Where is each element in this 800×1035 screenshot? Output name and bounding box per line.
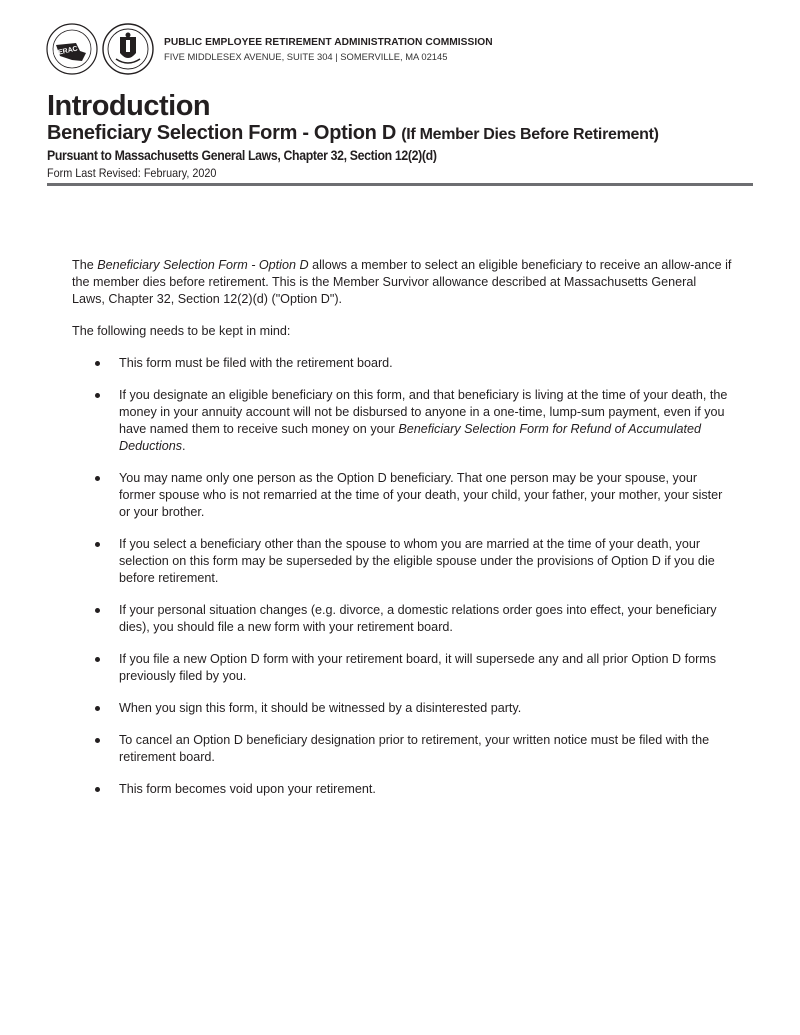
list-item-text: If you designate an eligible beneficiary on this form, and that beneficiary is living at the time of your death, the money in your annuity account will not be disbursed to anyone in a one-time, lump-sum payment, even if you have named them to receive such money on your xyxy=(119,388,728,436)
refund-form-name: Beneficiary Selection Form for Refund of Accumulated Deductions xyxy=(119,422,701,453)
perac-seal-label: PERAC xyxy=(52,45,79,58)
list-item xyxy=(72,602,732,636)
law-reference: Pursuant to Massachusetts General Laws, Chapter 32, Section 12(2)(d) xyxy=(47,147,437,163)
perac-seal-icon xyxy=(46,23,98,75)
intro-text-start: The xyxy=(72,258,98,272)
list-item-text: When you sign this form, it should be witnessed by a disinterested party. xyxy=(119,701,522,715)
intro-paragraph xyxy=(72,257,732,308)
bullet-icon xyxy=(95,476,100,481)
bullet-icon xyxy=(95,706,100,711)
intro-text-end: allows a member to select an eligible beneficiary to receive an allow-ance if the member dies before retirement. This is the Member Survivor allowance described at Massachusetts General Laws, Chapter 32, Section 12(2)(d) ("Option D"). xyxy=(72,258,732,306)
title-block xyxy=(47,90,757,181)
org-address: FIVE MIDDLESEX AVENUE, SUITE 304 | SOMERVILLE, MA 02145 xyxy=(164,51,448,62)
list-item xyxy=(72,387,732,455)
list-item xyxy=(72,700,732,717)
list-item xyxy=(72,651,732,685)
form-title xyxy=(47,122,757,146)
following-paragraph: The following needs to be kept in mind: xyxy=(72,324,291,338)
intro-body xyxy=(72,257,732,813)
intro-form-name: Beneficiary Selection Form - Option D xyxy=(97,258,309,272)
list-item xyxy=(72,732,732,766)
bullet-icon xyxy=(95,738,100,743)
letterhead xyxy=(46,23,746,79)
list-item-text: This form must be filed with the retirement board. xyxy=(119,356,393,370)
bullet-icon xyxy=(95,393,100,398)
page-title: Introduction xyxy=(47,90,211,122)
bullet-icon xyxy=(95,542,100,547)
list-item-text: This form becomes void upon your retirement. xyxy=(119,782,376,796)
form-subtitle: (If Member Dies Before Retirement) xyxy=(401,126,659,143)
list-item xyxy=(72,781,732,798)
form-name: Beneficiary Selection Form - Option D xyxy=(47,122,396,144)
list-item xyxy=(72,470,732,521)
title-divider xyxy=(47,183,753,186)
list-item-text: If you select a beneficiary other than the spouse to whom you are married at the time of your death, your selection on this form may be superseded by the eligible spouse under the provisions of Option D if you die before retirement. xyxy=(119,537,715,585)
guidance-list xyxy=(72,355,732,798)
list-item-text-end: . xyxy=(182,439,186,453)
bullet-icon xyxy=(95,787,100,792)
list-item-text: If your personal situation changes (e.g. divorce, a domestic relations order goes into effect, your beneficiary dies), you should file a new form with your retirement board. xyxy=(119,603,717,634)
bullet-icon xyxy=(95,361,100,366)
bullet-icon xyxy=(95,657,100,662)
bullet-icon xyxy=(95,608,100,613)
massachusetts-seal-icon xyxy=(102,23,154,75)
list-item xyxy=(72,355,732,372)
list-item xyxy=(72,536,732,587)
list-item-text: You may name only one person as the Option D beneficiary. That one person may be your spouse, your former spouse who is not remarried at the time of your death, your child, your father, your mother, your sister or your brother. xyxy=(119,471,723,519)
org-name: PUBLIC EMPLOYEE RETIREMENT ADMINISTRATION COMMISSION xyxy=(164,37,493,48)
list-item-text: If you file a new Option D form with your retirement board, it will supersede any and all prior Option D forms previously filed by you. xyxy=(119,652,717,683)
list-item-text: To cancel an Option D beneficiary designation prior to retirement, your written notice must be filed with the retirement board. xyxy=(119,733,710,764)
revision-date: Form Last Revised: February, 2020 xyxy=(47,166,217,180)
